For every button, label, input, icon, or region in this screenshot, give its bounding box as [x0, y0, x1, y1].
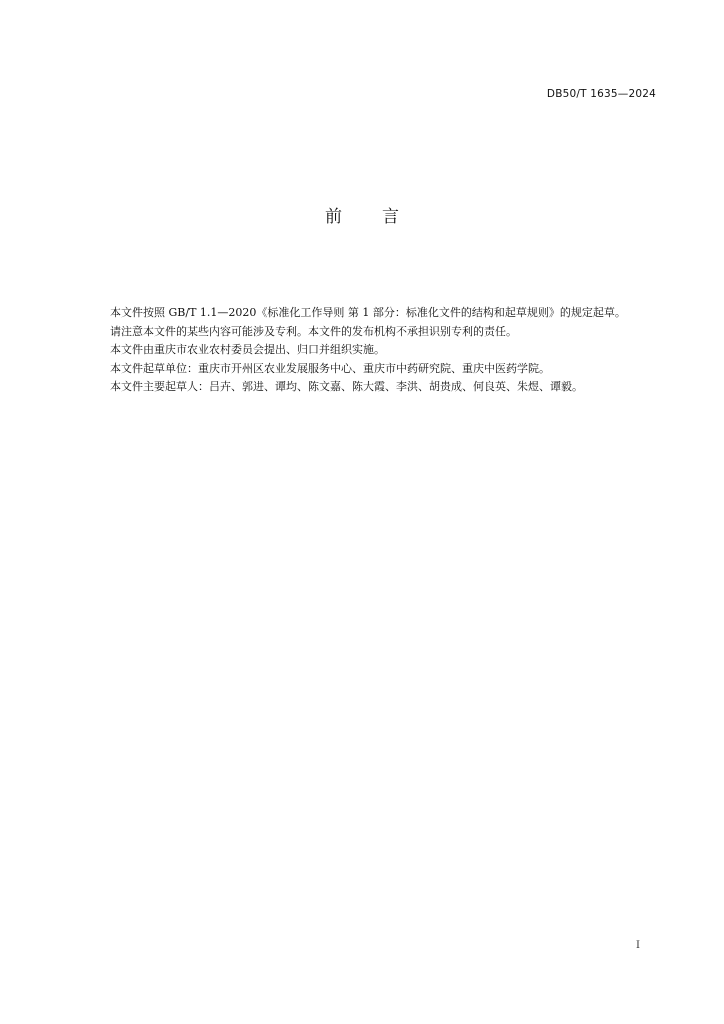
page-number: I: [636, 940, 640, 951]
paragraph-drafting-units: 本文件起草单位：重庆市开州区农业发展服务中心、重庆市中药研究院、重庆中医药学院。: [110, 361, 550, 375]
title-char-2: 言: [382, 207, 399, 227]
title-char-1: 前: [325, 207, 342, 227]
paragraph-patent-notice: 请注意本文件的某些内容可能涉及专利。本文件的发布机构不承担识别专利的责任。: [110, 324, 517, 338]
paragraph-drafters: 本文件主要起草人：吕卉、郭进、谭均、陈文嘉、陈大霞、李洪、胡贵成、何良英、朱煜、谭毅。: [110, 380, 583, 393]
paragraph-drafting-rules: 本文件按照 GB/T 1.1—2020《标准化工作导则 第 1 部分：标准化文件的结构和起草规则》的规定起草。: [110, 306, 626, 319]
page-title: [0, 202, 724, 227]
paragraph-proposer: 本文件由重庆市农业农村委员会提出、归口并组织实施。: [110, 343, 385, 356]
preface-body: [88, 304, 660, 397]
document-code: DB50/T 1635—2024: [546, 88, 656, 100]
